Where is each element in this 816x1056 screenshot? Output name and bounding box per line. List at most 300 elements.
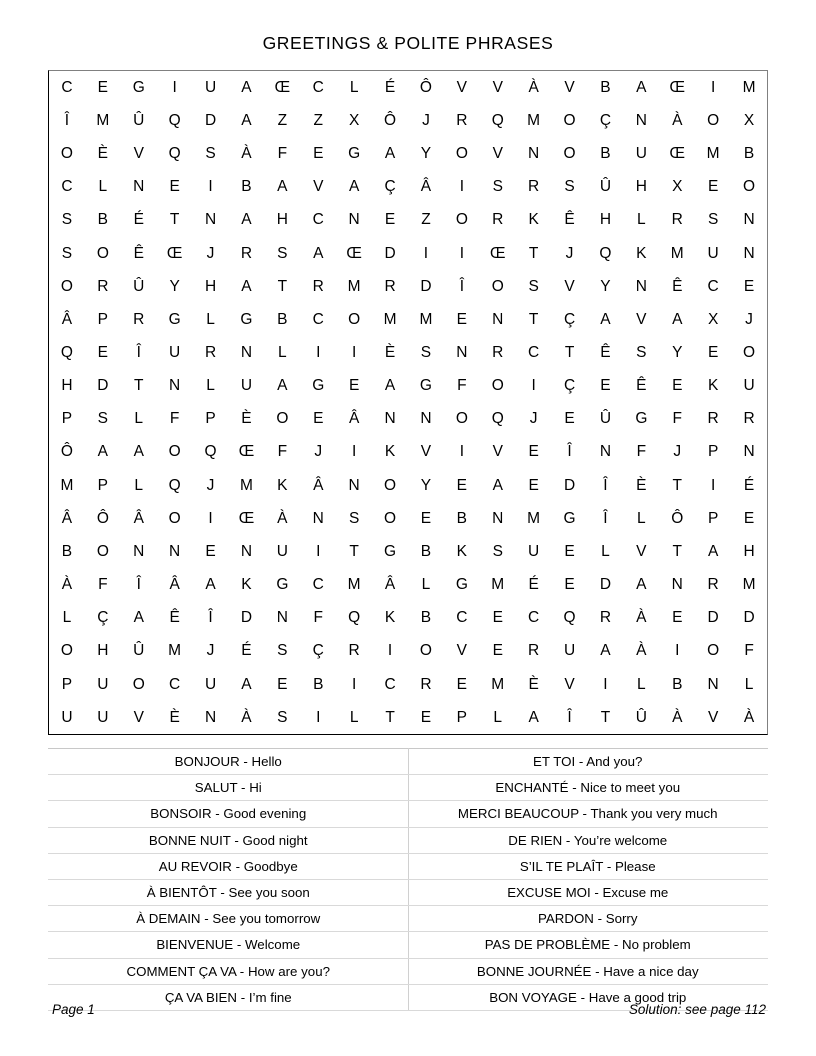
grid-cell[interactable]: Œ [669,78,685,96]
grid-cell[interactable]: H [204,277,217,295]
grid-cell[interactable]: N [348,476,360,494]
grid-cell[interactable]: M [347,576,361,594]
grid-cell[interactable]: M [239,476,253,494]
grid-cell[interactable]: G [168,310,181,328]
grid-cell[interactable]: Q [60,344,73,362]
grid-cell[interactable]: T [385,708,395,726]
grid-cell[interactable]: T [672,542,682,560]
grid-cell[interactable]: A [241,675,252,693]
grid-cell[interactable]: I [316,542,321,560]
word-list-entry-right[interactable] [408,775,768,801]
grid-cell[interactable]: Q [348,609,361,627]
grid-cell[interactable]: D [599,576,612,594]
grid-cell[interactable]: R [456,111,468,129]
grid-cell[interactable]: V [636,310,647,328]
word-list-entry-right[interactable] [408,906,768,932]
grid-cell[interactable]: R [384,277,396,295]
grid-cell[interactable]: L [349,708,359,726]
grid-cell[interactable]: Â [420,178,432,196]
word-list-entry-left[interactable] [49,749,409,775]
grid-cell[interactable]: R [204,344,217,362]
grid-cell[interactable]: Y [600,277,611,295]
grid-cell[interactable]: R [420,675,432,693]
grid-cell[interactable]: S [564,178,575,196]
grid-cell[interactable]: L [637,509,646,527]
grid-cell[interactable]: R [348,642,360,660]
grid-cell[interactable]: O [348,310,361,328]
grid-cell[interactable]: R [671,211,683,229]
grid-cell[interactable]: E [456,310,468,328]
grid-cell[interactable]: H [599,211,612,229]
grid-cell[interactable]: E [743,509,755,527]
grid-cell[interactable]: T [349,542,359,560]
grid-cell[interactable]: T [528,244,539,262]
grid-cell[interactable]: O [384,476,397,494]
grid-cell[interactable]: É [384,78,396,96]
word-list-entry-left[interactable] [49,775,409,801]
grid-cell[interactable]: B [277,310,288,328]
grid-cell[interactable]: R [707,410,719,428]
grid-cell[interactable]: J [565,244,574,262]
grid-cell[interactable]: È [384,344,396,362]
grid-cell[interactable]: E [456,476,468,494]
grid-cell[interactable]: L [206,310,215,328]
grid-cell[interactable]: O [563,145,576,163]
grid-cell[interactable]: K [707,377,719,395]
grid-cell[interactable]: U [707,244,719,262]
grid-cell[interactable]: N [133,178,145,196]
grid-cell[interactable]: O [168,509,181,527]
grid-cell[interactable]: I [710,78,716,96]
grid-cell[interactable]: N [635,277,647,295]
grid-cell[interactable]: P [456,708,468,726]
grid-cell[interactable]: C [61,78,73,96]
grid-cell[interactable]: O [60,145,73,163]
grid-cell[interactable]: E [564,542,575,560]
grid-cell[interactable]: E [564,576,575,594]
grid-cell[interactable]: O [384,509,397,527]
grid-cell[interactable]: C [456,609,468,627]
grid-cell[interactable]: B [600,78,611,96]
grid-cell[interactable]: E [600,377,611,395]
grid-cell[interactable]: G [348,145,361,163]
grid-cell[interactable]: E [492,642,503,660]
grid-cell[interactable]: N [635,111,647,129]
grid-cell[interactable]: H [97,642,109,660]
grid-cell[interactable]: V [456,78,468,96]
grid-cell[interactable]: M [527,111,541,129]
grid-cell[interactable]: J [745,310,753,328]
grid-cell[interactable]: O [419,642,432,660]
grid-cell[interactable]: À [277,509,288,527]
grid-cell[interactable]: Û [133,111,145,129]
grid-cell[interactable]: I [316,708,321,726]
grid-cell[interactable]: A [241,111,252,129]
grid-cell[interactable]: N [492,509,504,527]
grid-cell[interactable]: B [420,542,432,560]
grid-cell[interactable]: S [277,642,288,660]
grid-cell[interactable]: P [97,310,109,328]
grid-cell[interactable]: L [98,178,108,196]
grid-cell[interactable]: G [419,377,432,395]
grid-cell[interactable]: I [208,178,213,196]
grid-cell[interactable]: Î [208,609,213,627]
grid-cell[interactable]: V [133,708,144,726]
word-list-entry-left[interactable] [49,801,409,827]
grid-cell[interactable]: D [204,111,217,129]
grid-cell[interactable]: I [172,78,177,96]
grid-cell[interactable]: R [528,642,540,660]
grid-cell[interactable]: H [61,377,73,395]
grid-cell[interactable]: A [528,708,539,726]
grid-cell[interactable]: Î [136,576,141,594]
grid-cell[interactable]: I [351,443,357,461]
grid-cell[interactable]: M [60,476,74,494]
grid-cell[interactable]: E [277,675,288,693]
grid-cell[interactable]: Î [603,476,608,494]
grid-cell[interactable]: Û [599,178,612,196]
grid-cell[interactable]: À [241,145,252,163]
grid-cell[interactable]: S [277,244,288,262]
grid-cell[interactable]: T [672,476,682,494]
grid-cell[interactable]: P [707,443,719,461]
word-list-entry-left[interactable] [49,879,409,905]
grid-cell[interactable]: B [420,609,432,627]
grid-cell[interactable]: Ô [96,509,109,527]
grid-cell[interactable]: È [241,410,252,428]
grid-cell[interactable]: B [61,542,73,560]
grid-cell[interactable]: E [456,675,468,693]
grid-cell[interactable]: R [599,609,612,627]
grid-cell[interactable]: G [635,410,648,428]
grid-cell[interactable]: E [707,178,719,196]
grid-cell[interactable]: F [636,443,647,461]
grid-cell[interactable]: O [707,642,720,660]
grid-cell[interactable]: N [671,576,683,594]
grid-cell[interactable]: T [600,708,611,726]
grid-cell[interactable]: A [707,542,719,560]
grid-cell[interactable]: E [97,78,109,96]
grid-cell[interactable]: C [312,211,324,229]
grid-cell[interactable]: Ç [384,178,396,196]
grid-cell[interactable]: U [528,542,540,560]
grid-cell[interactable]: Ç [563,377,576,395]
grid-cell[interactable]: V [492,145,503,163]
grid-cell[interactable]: M [706,145,720,163]
grid-cell[interactable]: È [169,708,180,726]
grid-cell[interactable]: B [600,145,611,163]
grid-cell[interactable]: E [672,609,683,627]
grid-cell[interactable]: R [133,310,145,328]
grid-cell[interactable]: R [492,211,504,229]
grid-cell[interactable]: S [61,211,73,229]
grid-cell[interactable]: A [277,178,288,196]
grid-cell[interactable]: L [349,78,359,96]
grid-cell[interactable]: L [206,377,215,395]
grid-cell[interactable]: A [600,642,611,660]
grid-cell[interactable]: Y [169,277,180,295]
grid-cell[interactable]: V [564,277,575,295]
grid-cell[interactable]: A [241,277,252,295]
grid-cell[interactable]: D [97,377,109,395]
grid-cell[interactable]: T [528,310,539,328]
grid-cell[interactable]: O [60,277,73,295]
grid-cell[interactable]: M [527,509,541,527]
grid-cell[interactable]: A [241,78,252,96]
grid-cell[interactable]: K [384,443,396,461]
grid-cell[interactable]: Ô [671,509,684,527]
grid-cell[interactable]: Â [384,576,396,594]
word-list-entry-right[interactable] [408,801,768,827]
grid-cell[interactable]: S [420,344,432,362]
grid-cell[interactable]: L [637,675,646,693]
grid-cell[interactable]: U [743,377,755,395]
grid-cell[interactable]: E [528,476,539,494]
word-list-entry-left[interactable] [49,827,409,853]
grid-cell[interactable]: V [492,443,503,461]
grid-cell[interactable]: Q [599,244,612,262]
grid-cell[interactable]: Û [599,410,612,428]
grid-cell[interactable]: N [384,410,396,428]
grid-cell[interactable]: Ê [600,344,611,362]
grid-cell[interactable]: G [455,576,468,594]
grid-cell[interactable]: N [276,609,288,627]
grid-cell[interactable]: H [635,178,647,196]
grid-cell[interactable]: J [206,244,215,262]
grid-cell[interactable]: K [456,542,468,560]
grid-cell[interactable]: X [672,178,683,196]
grid-cell[interactable]: M [383,310,397,328]
grid-cell[interactable]: X [743,111,755,129]
grid-cell[interactable]: R [528,178,540,196]
grid-cell[interactable]: H [743,542,755,560]
grid-cell[interactable]: U [635,145,647,163]
grid-cell[interactable]: O [168,443,181,461]
grid-cell[interactable]: A [133,443,144,461]
grid-cell[interactable]: N [707,675,719,693]
grid-cell[interactable]: I [351,675,357,693]
grid-cell[interactable]: C [528,609,540,627]
grid-cell[interactable]: M [419,310,433,328]
grid-cell[interactable]: Î [567,708,572,726]
grid-cell[interactable]: É [241,642,252,660]
grid-cell[interactable]: Â [348,410,360,428]
grid-cell[interactable]: E [169,178,180,196]
grid-cell[interactable]: U [97,708,109,726]
grid-cell[interactable]: G [240,310,253,328]
grid-cell[interactable]: O [96,542,109,560]
grid-cell[interactable]: I [423,244,429,262]
grid-cell[interactable]: E [384,211,396,229]
grid-cell[interactable]: S [528,277,539,295]
grid-cell[interactable]: F [169,410,180,428]
grid-cell[interactable]: E [313,145,324,163]
grid-cell[interactable]: Q [563,609,576,627]
grid-cell[interactable]: D [563,476,576,494]
grid-cell[interactable]: Ç [312,642,324,660]
grid-cell[interactable]: Û [635,708,647,726]
grid-cell[interactable]: S [277,708,288,726]
grid-cell[interactable]: U [97,675,109,693]
grid-cell[interactable]: Î [567,443,572,461]
grid-cell[interactable]: Ê [636,377,647,395]
grid-cell[interactable]: O [743,344,756,362]
grid-cell[interactable]: S [97,410,109,428]
grid-cell[interactable]: L [744,675,754,693]
grid-cell[interactable]: F [98,576,108,594]
grid-cell[interactable]: G [276,576,289,594]
grid-cell[interactable]: J [673,443,682,461]
grid-cell[interactable]: L [134,410,144,428]
word-list-entry-right[interactable] [408,749,768,775]
grid-cell[interactable]: N [492,310,504,328]
grid-cell[interactable]: A [277,377,288,395]
grid-cell[interactable]: L [637,211,646,229]
grid-cell[interactable]: T [134,377,144,395]
word-list-entry-left[interactable] [49,932,409,958]
grid-cell[interactable]: C [312,310,324,328]
grid-cell[interactable]: Ç [563,310,576,328]
grid-cell[interactable]: L [421,576,431,594]
grid-cell[interactable]: Y [420,476,432,494]
grid-cell[interactable]: D [240,609,253,627]
grid-cell[interactable]: A [672,310,683,328]
grid-cell[interactable]: I [316,344,321,362]
grid-cell[interactable]: J [529,410,538,428]
grid-cell[interactable]: Y [420,145,432,163]
grid-cell[interactable]: U [276,542,288,560]
grid-cell[interactable]: D [707,609,719,627]
grid-cell[interactable]: V [636,542,647,560]
grid-cell[interactable]: N [204,708,217,726]
grid-cell[interactable]: N [169,377,181,395]
grid-cell[interactable]: Ê [672,277,683,295]
word-list-entry-left[interactable] [49,958,409,984]
grid-cell[interactable]: R [707,576,719,594]
grid-cell[interactable]: Î [64,111,70,129]
grid-cell[interactable]: E [420,509,432,527]
grid-cell[interactable]: S [492,178,503,196]
grid-cell[interactable]: V [420,443,432,461]
grid-cell[interactable]: O [455,211,468,229]
grid-cell[interactable]: M [347,277,361,295]
grid-cell[interactable]: R [743,410,755,428]
word-list-entry-right[interactable] [408,932,768,958]
grid-cell[interactable]: O [563,111,576,129]
grid-cell[interactable]: H [276,211,288,229]
grid-cell[interactable]: Q [491,410,504,428]
grid-cell[interactable]: B [313,675,324,693]
grid-cell[interactable]: V [133,145,144,163]
grid-cell[interactable]: P [97,476,109,494]
grid-cell[interactable]: Œ [489,244,506,262]
grid-cell[interactable]: C [61,178,73,196]
grid-cell[interactable]: À [241,708,252,726]
grid-cell[interactable]: M [670,244,684,262]
grid-cell[interactable]: T [169,211,180,229]
grid-cell[interactable]: Z [421,211,431,229]
grid-cell[interactable]: D [420,277,432,295]
grid-cell[interactable]: V [492,78,503,96]
grid-cell[interactable]: N [312,509,324,527]
grid-cell[interactable]: S [61,244,73,262]
grid-cell[interactable]: Ô [384,111,397,129]
grid-cell[interactable]: R [240,244,253,262]
grid-cell[interactable]: Z [277,111,288,129]
grid-cell[interactable]: S [492,542,503,560]
grid-cell[interactable]: M [168,642,182,660]
grid-cell[interactable]: V [456,642,468,660]
grid-cell[interactable]: N [743,443,755,461]
grid-cell[interactable]: B [456,509,468,527]
grid-cell[interactable]: F [744,642,754,660]
grid-cell[interactable]: C [312,576,324,594]
grid-cell[interactable]: N [240,542,253,560]
grid-cell[interactable]: C [707,277,719,295]
grid-cell[interactable]: F [277,145,288,163]
grid-cell[interactable]: É [528,576,539,594]
grid-cell[interactable]: E [672,377,683,395]
grid-cell[interactable]: D [743,609,755,627]
grid-cell[interactable]: L [601,542,610,560]
grid-cell[interactable]: N [240,344,253,362]
grid-cell[interactable]: Œ [238,443,255,461]
grid-cell[interactable]: N [420,410,432,428]
grid-cell[interactable]: Â [61,310,73,328]
grid-cell[interactable]: Î [136,344,141,362]
grid-cell[interactable]: Ç [599,111,612,129]
grid-cell[interactable]: P [707,509,719,527]
grid-cell[interactable]: K [384,609,396,627]
grid-cell[interactable]: A [133,609,144,627]
grid-cell[interactable]: G [563,509,576,527]
grid-cell[interactable]: K [528,211,539,229]
grid-cell[interactable]: Y [672,344,683,362]
grid-cell[interactable]: E [313,410,324,428]
grid-cell[interactable]: C [169,675,181,693]
grid-cell[interactable]: G [384,542,397,560]
grid-cell[interactable]: A [205,576,216,594]
grid-cell[interactable]: A [313,244,324,262]
grid-cell[interactable]: C [528,344,540,362]
grid-cell[interactable]: B [241,178,252,196]
grid-cell[interactable]: E [97,344,109,362]
grid-cell[interactable]: N [599,443,612,461]
word-list-entry-left[interactable] [49,853,409,879]
grid-cell[interactable]: R [312,277,324,295]
grid-cell[interactable]: O [96,244,109,262]
grid-cell[interactable]: B [743,145,755,163]
grid-cell[interactable]: I [675,642,680,660]
grid-cell[interactable]: B [97,211,109,229]
grid-cell[interactable]: R [492,344,504,362]
grid-cell[interactable]: Q [491,111,504,129]
grid-cell[interactable]: I [351,344,357,362]
word-list-entry-right[interactable] [408,958,768,984]
grid-cell[interactable]: O [276,410,289,428]
grid-cell[interactable]: O [455,410,468,428]
grid-cell[interactable]: U [240,377,253,395]
grid-cell[interactable]: Î [459,277,464,295]
grid-cell[interactable]: À [528,78,539,96]
grid-cell[interactable]: A [492,476,503,494]
grid-cell[interactable]: F [672,410,682,428]
word-list-entry-left[interactable] [49,906,409,932]
grid-cell[interactable]: Œ [346,244,362,262]
grid-cell[interactable]: N [204,211,217,229]
grid-cell[interactable]: C [384,675,396,693]
grid-cell[interactable]: R [97,277,109,295]
